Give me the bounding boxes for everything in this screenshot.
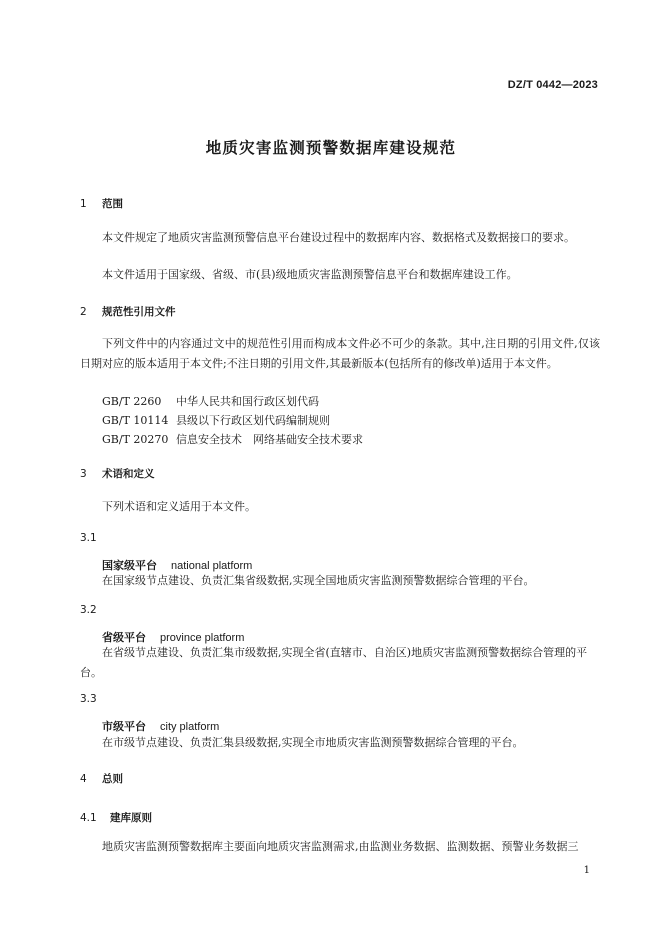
reference-title: 中华人民共和国行政区划代码 xyxy=(176,395,319,408)
page-number: 1 xyxy=(583,865,590,876)
reference-title: 县级以下行政区划代码编制规则 xyxy=(176,414,330,427)
section-4-heading xyxy=(80,771,123,786)
section-3-paragraph-1: 下列术语和定义适用于本文件。 xyxy=(102,500,256,513)
reference-title: 信息安全技术 网络基础安全技术要求 xyxy=(176,433,363,446)
reference-code: GB/T 10114 xyxy=(102,414,169,427)
standard-code: DZ/T 0442—2023 xyxy=(507,79,598,91)
reference-item xyxy=(102,393,319,409)
section-2-paragraph-1: 下列文件中的内容通过文中的规范性引用而构成本文件必不可少的条款。其中,注日期的引用文件,仅该日期对应的版本适用于本文件;不注日期的引用文件,其最新版本(包括所有的修改单)适用于本文件。 xyxy=(80,337,600,370)
section-2-heading xyxy=(80,304,176,319)
term-3-2-number: 3.2 xyxy=(80,604,97,616)
section-number: 2 xyxy=(80,306,87,318)
term-chinese: 市级平台 xyxy=(102,720,146,733)
subsection-number: 4.1 xyxy=(80,812,97,824)
term-3-2-definition: 在省级节点建设、负责汇集市级数据,实现全省(直辖市、自治区)地质灾害监测预警数据综合管理的平台。 xyxy=(80,646,588,679)
section-4-paragraph-1: 地质灾害监测预警数据库主要面向地质灾害监测需求,由监测业务数据、监测数据、预警业务数据三 xyxy=(102,840,579,853)
term-english: city platform xyxy=(160,721,220,733)
term-3-1-definition: 在国家级节点建设、负责汇集省级数据,实现全国地质灾害监测预警数据综合管理的平台。 xyxy=(102,574,535,587)
term-chinese: 省级平台 xyxy=(102,631,146,644)
term-chinese: 国家级平台 xyxy=(102,559,157,572)
section-title: 总则 xyxy=(102,773,123,785)
section-number: 4 xyxy=(80,773,87,785)
section-1-paragraph-2: 本文件适用于国家级、省级、市(县)级地质灾害监测预警信息平台和数据库建设工作。 xyxy=(102,268,518,281)
section-title: 范围 xyxy=(102,198,123,210)
subsection-4-1-heading xyxy=(80,810,152,825)
term-3-3-definition: 在市级节点建设、负责汇集县级数据,实现全市地质灾害监测预警数据综合管理的平台。 xyxy=(102,736,524,749)
subsection-title: 建库原则 xyxy=(110,812,152,824)
term-3-1-number: 3.1 xyxy=(80,532,97,544)
reference-code: GB/T 2260 xyxy=(102,395,162,408)
term-english: national platform xyxy=(171,560,253,572)
section-title: 术语和定义 xyxy=(102,468,155,480)
reference-item xyxy=(102,431,363,447)
section-1-paragraph-1: 本文件规定了地质灾害监测预警信息平台建设过程中的数据库内容、数据格式及数据接口的要求。 xyxy=(102,231,575,244)
term-3-3-number: 3.3 xyxy=(80,693,97,705)
section-1-heading xyxy=(80,196,123,211)
section-number: 3 xyxy=(80,468,87,480)
section-3-heading xyxy=(80,466,155,481)
term-3-3 xyxy=(102,718,219,734)
reference-code: GB/T 20270 xyxy=(102,433,169,446)
reference-item xyxy=(102,412,330,428)
document-title: 地质灾害监测预警数据库建设规范 xyxy=(205,139,457,157)
section-title: 规范性引用文件 xyxy=(102,306,176,318)
section-number: 1 xyxy=(80,198,87,210)
term-english: province platform xyxy=(160,632,245,644)
